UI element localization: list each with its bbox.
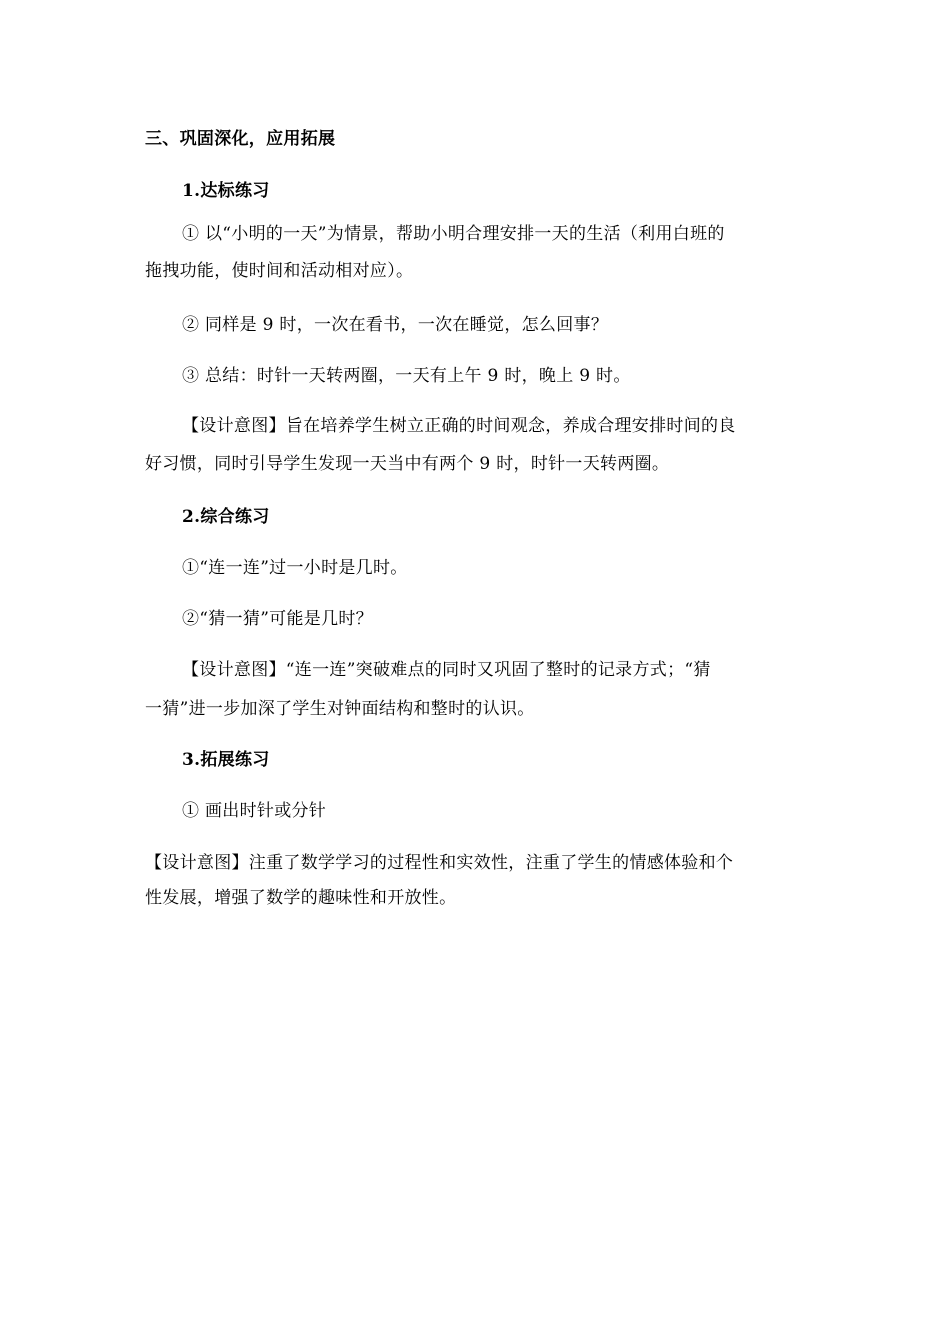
part1-item3: ③ 总结：时针一天转两圈，一天有上午 9 时，晚上 9 时。 [182, 366, 631, 386]
part2-intent-line1: 【设计意图】“连一连”突破难点的同时又巩固了整时的记录方式；“猜 [182, 660, 711, 680]
part2-item2: ②“猜一猜”可能是几时？ [182, 609, 373, 629]
part1-heading: 1.达标练习 [182, 181, 270, 201]
part3-item1: ① 画出时针或分针 [182, 801, 327, 821]
part2-intent-line2: 一猜”进一步加深了学生对钟面结构和整时的认识。 [145, 699, 535, 719]
part1-intent-line1: 【设计意图】旨在培养学生树立正确的时间观念，养成合理安排时间的良 [182, 416, 736, 436]
part1-item1-line2: 拖拽功能，使时间和活动相对应）。 [145, 261, 414, 281]
part3-heading: 3.拓展练习 [182, 750, 270, 770]
part1-intent-line2: 好习惯，同时引导学生发现一天当中有两个 9 时，时针一天转两圈。 [145, 454, 670, 474]
part1-item1-line1: ① 以“小明的一天”为情景，帮助小明合理安排一天的生活（利用白班的 [182, 224, 725, 244]
part2-heading: 2.综合练习 [182, 507, 270, 527]
part3-intent-line1: 【设计意图】注重了数学学习的过程性和实效性，注重了学生的情感体验和个 [145, 853, 734, 873]
part1-item2: ② 同样是 9 时，一次在看书，一次在睡觉，怎么回事？ [182, 315, 609, 335]
section-title: 三、巩固深化，应用拓展 [145, 129, 336, 149]
part2-item1: ①“连一连”过一小时是几时。 [182, 558, 408, 578]
part3-intent-line2: 性发展，增强了数学的趣味性和开放性。 [145, 888, 457, 908]
